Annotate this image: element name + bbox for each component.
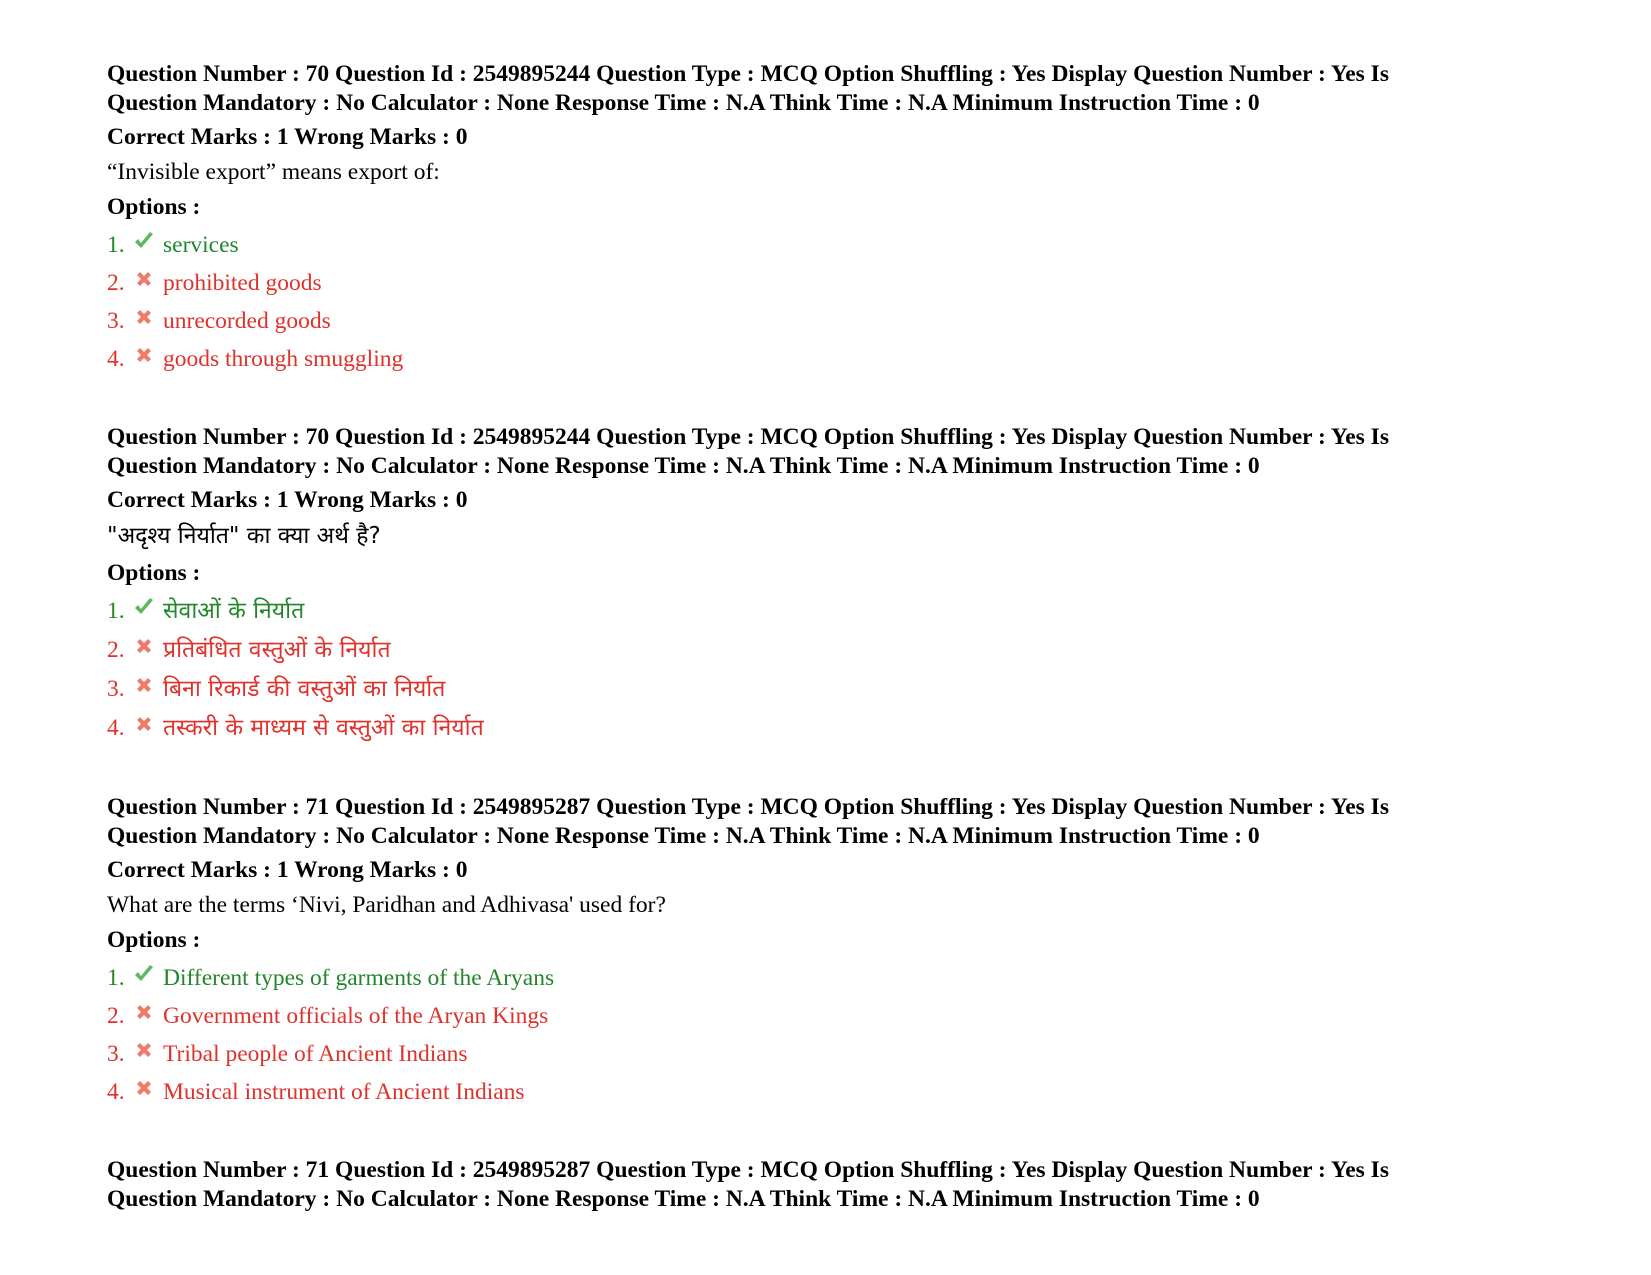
option-4 bbox=[107, 713, 1547, 743]
question-block-71-en bbox=[107, 793, 1547, 1106]
question-meta-line-2: Question Mandatory : No Calculator : None Response Time : N.A Think Time : N.A Minimum Instruction Time : 0 bbox=[107, 1185, 1260, 1212]
option-text: goods through smuggling bbox=[163, 346, 404, 372]
check-icon bbox=[133, 963, 155, 985]
option-text: बिना रिकार्ड की वस्तुओं का निर्यात bbox=[163, 676, 446, 702]
question-text: "अदृश्य निर्यात" का क्या अर्थ है? bbox=[107, 523, 381, 549]
option-text: Government officials of the Aryan Kings bbox=[163, 1003, 549, 1029]
question-marks: Correct Marks : 1 Wrong Marks : 0 bbox=[107, 857, 468, 883]
option-1 bbox=[107, 596, 1547, 626]
option-number: 2. bbox=[107, 270, 125, 296]
options-label: Options : bbox=[107, 194, 201, 220]
option-text: unrecorded goods bbox=[163, 308, 331, 334]
option-number: 4. bbox=[107, 346, 125, 372]
question-block-70-hi bbox=[107, 423, 1547, 743]
option-text: सेवाओं के निर्यात bbox=[163, 598, 305, 624]
option-4 bbox=[107, 1078, 1547, 1106]
option-number: 1. bbox=[107, 965, 125, 991]
option-1 bbox=[107, 964, 1547, 992]
option-number: 3. bbox=[107, 676, 125, 702]
options-label: Options : bbox=[107, 927, 201, 953]
check-icon bbox=[133, 230, 155, 252]
option-1 bbox=[107, 231, 1547, 259]
option-number: 3. bbox=[107, 1041, 125, 1067]
question-block-70-en bbox=[107, 60, 1547, 373]
option-number: 1. bbox=[107, 232, 125, 258]
option-3 bbox=[107, 1040, 1547, 1068]
question-meta-line-1: Question Number : 70 Question Id : 2549895244 Question Type : MCQ Option Shuffling : Yes Display Question Number : Yes Is bbox=[107, 61, 1389, 87]
question-meta-line-1: Question Number : 71 Question Id : 2549895287 Question Type : MCQ Option Shuffling : Yes Display Question Number : Yes Is bbox=[107, 1157, 1389, 1183]
question-paper bbox=[107, 60, 1547, 1263]
option-number: 2. bbox=[107, 1003, 125, 1029]
cross-icon bbox=[133, 1001, 155, 1023]
option-3 bbox=[107, 307, 1547, 335]
option-text: तस्करी के माध्यम से वस्तुओं का निर्यात bbox=[163, 715, 484, 741]
cross-icon bbox=[133, 268, 155, 290]
question-meta-line-2: Question Mandatory : No Calculator : None Response Time : N.A Think Time : N.A Minimum Instruction Time : 0 bbox=[107, 822, 1260, 849]
option-number: 4. bbox=[107, 1079, 125, 1105]
option-text: Tribal people of Ancient Indians bbox=[163, 1041, 468, 1067]
option-number: 1. bbox=[107, 598, 125, 624]
option-text: Different types of garments of the Aryans bbox=[163, 965, 555, 991]
question-meta-line-1: Question Number : 70 Question Id : 2549895244 Question Type : MCQ Option Shuffling : Yes Display Question Number : Yes Is bbox=[107, 424, 1389, 450]
question-meta-line-1: Question Number : 71 Question Id : 2549895287 Question Type : MCQ Option Shuffling : Yes Display Question Number : Yes Is bbox=[107, 794, 1389, 820]
option-text: services bbox=[163, 232, 239, 258]
option-text: प्रतिबंधित वस्तुओं के निर्यात bbox=[163, 637, 391, 663]
cross-icon bbox=[133, 635, 155, 657]
option-2 bbox=[107, 269, 1547, 297]
option-text: prohibited goods bbox=[163, 270, 322, 296]
option-4 bbox=[107, 345, 1547, 373]
options-label: Options : bbox=[107, 560, 201, 586]
cross-icon bbox=[133, 1077, 155, 1099]
question-marks: Correct Marks : 1 Wrong Marks : 0 bbox=[107, 124, 468, 150]
option-number: 2. bbox=[107, 637, 125, 663]
option-text: Musical instrument of Ancient Indians bbox=[163, 1079, 525, 1105]
question-text: What are the terms ‘Nivi, Paridhan and Adhivasa' used for? bbox=[107, 892, 666, 918]
question-block-71-hi bbox=[107, 1156, 1547, 1213]
option-number: 4. bbox=[107, 715, 125, 741]
check-icon bbox=[133, 596, 155, 618]
question-meta-line-2: Question Mandatory : No Calculator : None Response Time : N.A Think Time : N.A Minimum Instruction Time : 0 bbox=[107, 89, 1260, 116]
cross-icon bbox=[133, 713, 155, 735]
question-marks: Correct Marks : 1 Wrong Marks : 0 bbox=[107, 487, 468, 513]
option-number: 3. bbox=[107, 308, 125, 334]
option-3 bbox=[107, 674, 1547, 704]
cross-icon bbox=[133, 674, 155, 696]
cross-icon bbox=[133, 344, 155, 366]
cross-icon bbox=[133, 306, 155, 328]
option-2 bbox=[107, 1002, 1547, 1030]
question-meta-line-2: Question Mandatory : No Calculator : None Response Time : N.A Think Time : N.A Minimum Instruction Time : 0 bbox=[107, 452, 1260, 479]
cross-icon bbox=[133, 1039, 155, 1061]
option-2 bbox=[107, 635, 1547, 665]
question-text: “Invisible export” means export of: bbox=[107, 159, 440, 185]
